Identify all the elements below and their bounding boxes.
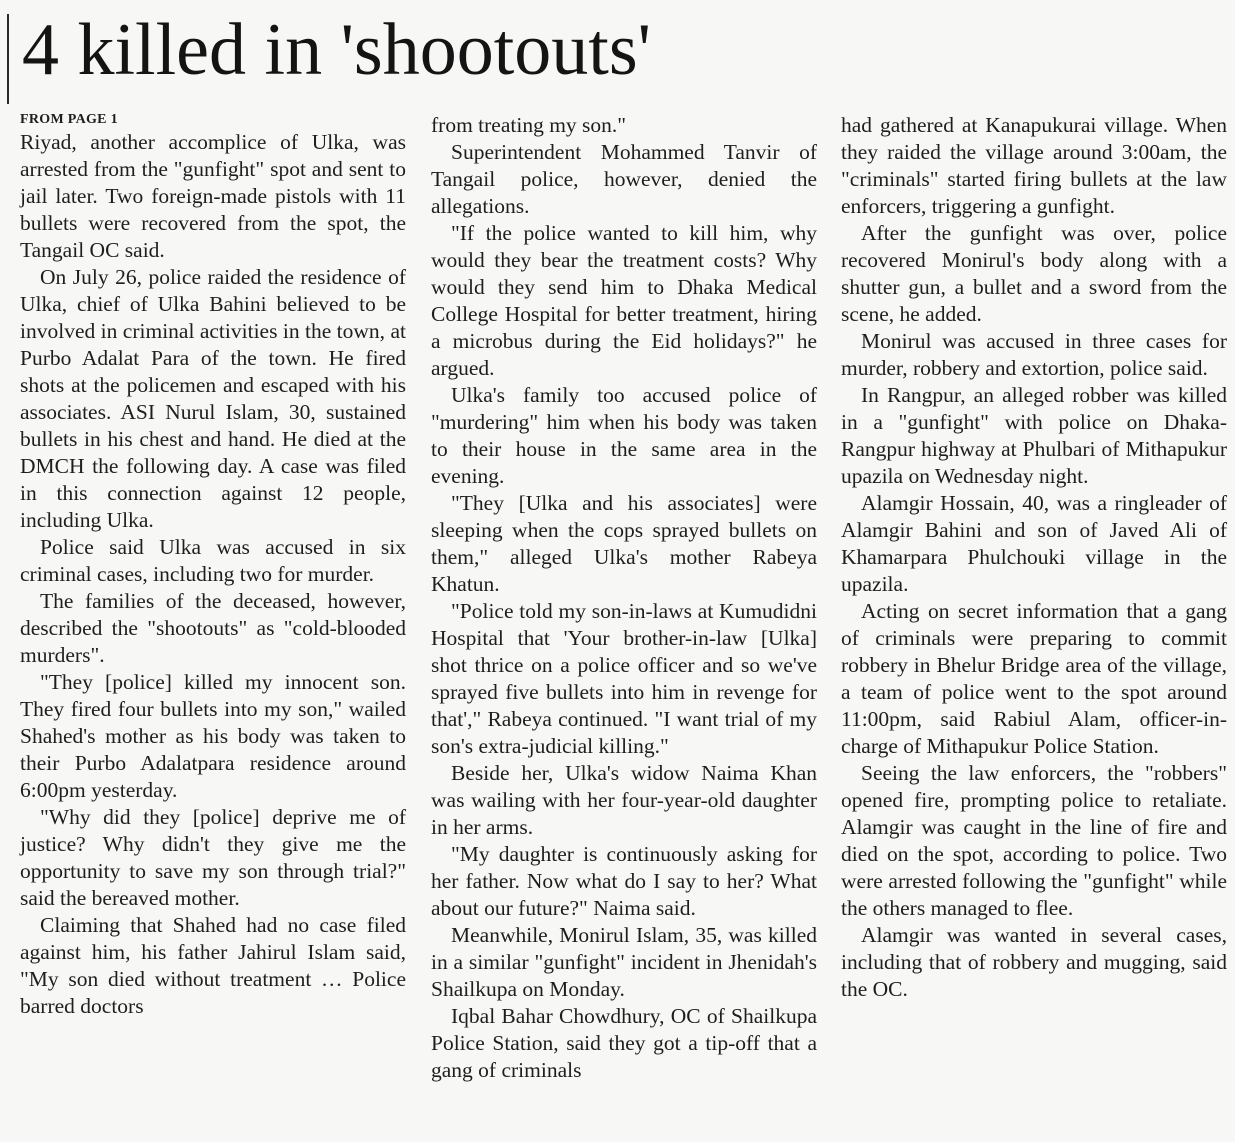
paragraph: Claiming that Shahed had no case filed against him, his father Jahirul Islam said, "My son died without treatment … Police barred doctors — [20, 913, 406, 1018]
paragraph: Acting on secret information that a gang of criminals were preparing to commit robbery in Bhelur Bridge area of the village, a team of police went to the spot around 11:00pm, said Rabiul Alam, officer-in-charge of Mithapukur Police Station. — [841, 599, 1227, 758]
article-column-3 — [841, 112, 1227, 1003]
headline: 4 killed in 'shootouts' — [22, 9, 651, 91]
paragraph: After the gunfight was over, police recovered Monirul's body along with a shutter gun, a bullet and a sword from the scene, he added. — [841, 221, 1227, 326]
article-column-1 — [20, 112, 406, 1020]
paragraph: Riyad, another accomplice of Ulka, was arrested from the "gunfight" spot and sent to jail later. Two foreign-made pistols with 11 bullets were recovered from the spot, the Tangail OC said. — [20, 130, 406, 262]
paragraph: Ulka's family too accused police of "murdering" him when his body was taken to their house in the same area in the evening. — [431, 383, 817, 488]
paragraph: Monirul was accused in three cases for murder, robbery and extortion, police said. — [841, 329, 1227, 380]
paragraph: "They [police] killed my innocent son. They fired four bullets into my son," wailed Shahed's mother as his body was taken to their Purbo Adalatpara residence around 6:00pm yesterday. — [20, 670, 406, 802]
paragraph: had gathered at Kanapukurai village. When they raided the village around 3:00am, the "criminals" started firing bullets at the law enforcers, triggering a gunfight. — [841, 113, 1227, 218]
paragraph: Police said Ulka was accused in six criminal cases, including two for murder. — [20, 535, 406, 586]
paragraph: "If the police wanted to kill him, why would they bear the treatment costs? Why would they send him to Dhaka Medical College Hospital for better treatment, hiring a microbus during the Eid holidays?" he argued. — [431, 221, 817, 380]
paragraph: "Why did they [police] deprive me of justice? Why didn't they give me the opportunity to save my son through trial?" said the bereaved mother. — [20, 805, 406, 910]
paragraph: Iqbal Bahar Chowdhury, OC of Shailkupa Police Station, said they got a tip-off that a gang of criminals — [431, 1004, 817, 1082]
paragraph: Beside her, Ulka's widow Naima Khan was wailing with her four-year-old daughter in her arms. — [431, 761, 817, 839]
paragraph: from treating my son." — [431, 113, 627, 137]
paragraph: In Rangpur, an alleged robber was killed in a "gunfight" with police on Dhaka-Rangpur highway at Phulbari of Mithapukur upazila on Wednesday night. — [841, 383, 1227, 488]
paragraph: Seeing the law enforcers, the "robbers" opened fire, prompting police to retaliate. Alamgir was caught in the line of fire and died on the spot, according to police. Two were arrested following the "gunfight" while the others managed to flee. — [841, 761, 1227, 920]
paragraph: Superintendent Mohammed Tanvir of Tangail police, however, denied the allegations. — [431, 140, 817, 218]
paragraph: "They [Ulka and his associates] were sleeping when the cops sprayed bullets on them," alleged Ulka's mother Rabeya Khatun. — [431, 491, 817, 596]
article-column-2 — [431, 112, 817, 1084]
paragraph: Alamgir Hossain, 40, was a ringleader of Alamgir Bahini and son of Javed Ali of Khamarpara Phulchouki village in the upazila. — [841, 491, 1227, 596]
paragraph: The families of the deceased, however, described the "shootouts" as "cold-blooded murders". — [20, 589, 406, 667]
from-page-label: FROM PAGE 1 — [20, 112, 118, 127]
paragraph: "Police told my son-in-laws at Kumudidni Hospital that 'Your brother-in-law [Ulka] shot thrice on a police officer and so we've sprayed five bullets into him in revenge for that'," Rabeya continued. "I want trial of my son's extra-judicial killing." — [431, 599, 817, 758]
paragraph: Alamgir was wanted in several cases, including that of robbery and mugging, said the OC. — [841, 923, 1227, 1001]
paragraph: Meanwhile, Monirul Islam, 35, was killed in a similar "gunfight" incident in Jhenidah's Shailkupa on Monday. — [431, 923, 817, 1001]
paragraph: On July 26, police raided the residence of Ulka, chief of Ulka Bahini believed to be involved in criminal activities in the town, at Purbo Adalat Para of the town. He fired shots at the policemen and escaped with his associates. ASI Nurul Islam, 30, sustained bullets in his chest and hand. He died at the DMCH the following day. A case was filed in this connection against 12 people, including Ulka. — [20, 265, 406, 532]
left-margin-rule — [7, 14, 9, 104]
paragraph: "My daughter is continuously asking for her father. Now what do I say to her? What about our future?" Naima said. — [431, 842, 817, 920]
